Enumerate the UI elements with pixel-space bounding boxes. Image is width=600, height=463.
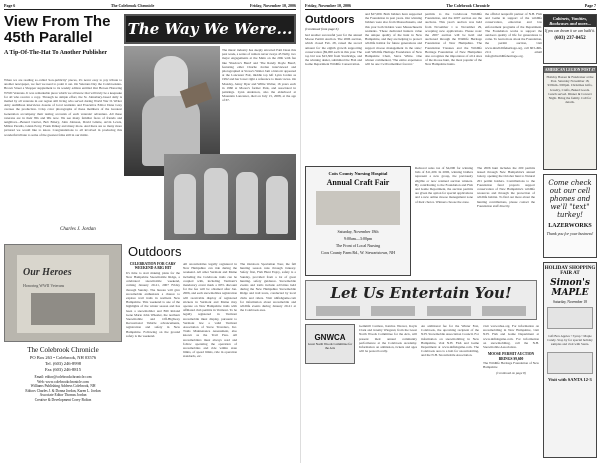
craft-fair-ad [305, 166, 411, 276]
craft-fair-org: Coös County Nursing Hospital [328, 171, 388, 176]
outdoors-column-1 [126, 262, 180, 458]
cabinets-ad-head: Cabinets, Vanities, Bookcases and more... [544, 15, 596, 27]
outdoors-column-1-head: CELEBRATION FOR CARS' WEEKEND A BIG HIT [129, 262, 177, 271]
column-body: When we are reading so-called 'non-publicity' pieces, it's never easy to pay tribute to another newspaper, we feel we need to point it out. On Veterans Day the Colebrookian-Brown Street a Shopper supplement to its weekly edition entitled Our Heroes Honoring WWII Veterans. It was remarkable piece which we all know that will truly be a keepsake for all who receive a copy. Through no simple effort, the St. Johnsbury-based daily is mailed by all veterans in our region still living who served during World War II. Writer Amy AubMuon interviews dozens of local residents and Executive Editor Dana Gray oversee the production. Crisp color photographs of these members of the Greatest Generation accompany their testing accounts of each veterans' adventure. All these veterans are in their 80s and 90s now. We see many familiar faces of friends and neighbors—Benard Currier, Bob Emery, John Johnson, David Gilette, Arvin Lewis, Milton Paradis, Glenn Perry, Frank Pelkey and many more. And there are so many more pictured we would like to know. Congratulations to all involved in producing this wonderful tribute to some of the greatest folks still in our midst. [4, 78, 122, 137]
right-column-5: Reduced sales tax of $4,000 for winning bids of $11,200. In 2006, winning bidders represent a new group, the previously eligible or now retained auction winners. By contributing to the Foundation and Fish and Game Department, the auction permits are given the option for special applications and a new online moose management zone of their choice. Winners choose the zone. [415, 166, 473, 204]
band-member [236, 172, 258, 234]
holiday-ad-head: HOLIDAY SHOPPING FAIR AT [544, 266, 596, 276]
craft-fair-time: 9:00am—3:00pm [343, 236, 373, 241]
entertain-banner [305, 280, 537, 320]
column-title-block [4, 14, 122, 57]
masthead-address [4, 346, 122, 403]
masthead-web: Web: www.colebrookchronicle.com [37, 379, 89, 384]
cabinets-ad-tagline: If you can dream it we can build it. [544, 29, 596, 33]
column-title: View From The 45th Parallel [4, 13, 111, 46]
masthead-tel: Tel. (603) 246-8998 [44, 361, 82, 366]
craft-fair-address: Coos County Farm Rd., W. Stewartstown, NH [320, 250, 395, 255]
craft-fair-image [316, 191, 400, 225]
continued-from-note: (Continued from page 6) [305, 27, 339, 31]
right-column-4: the official nonprofit partner of N.H. Fish and Game in support of the wildlife conservation, education and law enforcement programs of the Department. The Foundation works to support the outdoors quality of life for generations to come. To learn more about the Foundation, the permit auction, visit www.nhwildlifeheritage.org, call 603-496-2111 or email info@nhwildlifeheritage.org. [485, 12, 542, 59]
right-page-header [305, 3, 596, 10]
left-paper-name: The Colebrook Chronicle [110, 3, 155, 8]
right-column-2: and $27,000. Both bidders have supported the Foundation in past years. Our winning bidders were also from Massachusetts, and this year both bidders were Massachusetts residents. 'These dedicated hunters value the unique quality of the hunt in New Hampshire, and they are helping to protect wildlife habitat for future generations and support moose management in the state,' said Wildlife Heritage Foundation of New Hampshire Chair, Steve White. One winner commented, 'The entire experience will be one I will remember forever.' [365, 12, 422, 67]
performer-photo [427, 306, 471, 316]
legion-ad-text: Holiday Bazaar & Fundraiser at the Post. Saturday November 18, 9:00am–3:00pm. Christmas Gifts, Jewelry, Crafts, Baked Goods. Lunch served. Dinner & Concert Night. Bring the family. Call for details. [546, 75, 594, 105]
right-page-number: Page 7 [584, 3, 596, 8]
band-member [266, 176, 288, 234]
masthead-owners: Williams Publishing Address Colebrook, NH [30, 384, 96, 389]
masthead-email: Email: editor@colebrookchronicle.com [34, 375, 92, 379]
legion-ad-head: AMERICAN LEGION POST #7 [544, 68, 596, 72]
performer-photo [371, 306, 415, 316]
right-column-8: An additional fee for the Winter Fest, Colebrook, the upcoming recipient of the N.H. Snowmobile Association Council. For information on snowmobiling in New Hampshire, visit N.H. Fish and Game Department at www.nhfishgame.com. The Colebrook area is a hub for snowmobiling, and the N.H. Snowmobile Association. [421, 324, 479, 358]
masthead-name: The Colebrook Chronicle [27, 346, 99, 354]
column-signature: Charles J. Jordan [60, 227, 96, 232]
holiday-ad-santa: Visit with SANTA 12-3 [548, 376, 592, 382]
way-we-were-banner: The Way We Were... [124, 14, 296, 44]
lazerworks-ad [543, 174, 597, 258]
moose-auction-text: The Wildlife Heritage Foundation of New Hampshire [483, 361, 539, 370]
photo-caption: The music industry has deeply attracted Patti Dean this past week, a series of rumors never sways 45 Nelly, two major engagements at the Main on the 20th with fan like 'Shadow's Band' and 'The Randy Doyle Band', featuring elder Charlie Jordan interviewed and photographed at Stowe's Walter Jam a historic appeared at the Lancaster Fair, middle top left Lynn Jordan as 1992 and her lower right a reference to music news. On Monday, Jenny Dyer and Willie Walter, 16 years each in 1960 at Moore's former Park, and associated in paintings. Lynn Anderson, also the elderhood at Mountain Lancaster, died on July 15, 2008, at the age of 67. [222, 48, 296, 103]
lazerworks-ad-head: Come check out our cell phones and we'll "text" turkey! [548, 179, 592, 219]
book-subtitle: Honoring WWII Veterans [23, 283, 65, 288]
holiday-shopping-ad [543, 262, 597, 458]
holiday-ad-date: Saturday, November 18 [553, 300, 587, 304]
gnwca-tagline: Great North Woods Committee for the Arts [307, 342, 353, 350]
right-column-1: had another successful year for the annual Moose Permit Auction. The 2006 auction, which closed Feb. 28, raised the record amount for the eighth growth supporting conservation ($9,000 each in this year. The top bid was $23,300 from Sturbridge, and the winning dealer, submitted the Fish and Game Department Wildlife Conservation. [305, 33, 362, 67]
outdoors-column-2: All snowmobiles legally registered in New Hampshire can ride during the weekend. All other Vermont and Maine including the Colebrook trails can be coupled with, including Vermont's mandatory event mark a 60% discount for the fee will be obtained after Jan. 2006, and each snowmobiles registration will receivable display of registered stickers in Vermont and Maine may operate on New Hampshire trails with affiliated club permits in Vermont. To be legally registered in Vermont snowmobile must display, pursuant to Vermont law a valid Vermont Association of Snow Travelers, Inc. Trails Maintenance Assessment, also known as the Trail Pass. All snowmobilers must always read and follow operating the operation of snowmobiles and ride within state limits, of speed limits, ride in operation standards, etc. [183, 262, 237, 359]
left-page-number: Page 6 [4, 3, 16, 8]
craft-fair-where: The Front of Local Nursing [335, 243, 381, 248]
gnwca-logo [305, 324, 355, 364]
masthead-ads: Creative & Development Corey Bolton [34, 397, 92, 402]
right-column-3: permits to the Colebrook Wildlife Foundation, and the 2007 auction are the auctions. This year's auction was held from November 1 to November 29, accepting new applications. Please note: the 2007 auction will be held and auctioned through the Wildlife Heritage Foundation of New Hampshire. The Foundation Trustees and the Wildlife Heritage Foundation of New Hampshire also recognize the importance of all 4 sites of the moose hunt, the most popular of the New Hampshire hunts. [425, 12, 482, 67]
right-column-7: Gemmill Carmon, Katrina Weaver, Kayla Clark and Jeremy Wiegand, from the Great North Woods Committee for the Arts, will present their annual community performance at the Colebrook Academy. Information on admission, tickets and ages will be posted locally. [359, 324, 417, 354]
right-column-9 [483, 324, 539, 458]
lazerworks-logo: LAZERWORKS [548, 223, 592, 229]
band-member [204, 168, 228, 234]
outdoors-column-1-text: It's time to start making plans for the New Hampshire Snowmobile Ridge, a celebrated snowmobile weekend, coming January 20-21, 2007 Friday through Sunday. The bureau will give snowmobile enthusiasts a chance to explore trail trails in northern New Hampshire. This weekend is one of the highlights of the winter season and has been a snowmobiler and Bill Roland Gene Marie John Wheeler, the northern Snowmobile and Off-Highway Recreational Vehicle advancements, registration and safety in New Hampshire. Following on the ground safety is the weekend. [126, 270, 180, 338]
performer-photo [482, 306, 526, 316]
masthead-fax: Fax (603) 246-8815 [45, 367, 81, 372]
legion-ad [543, 66, 597, 170]
performer-photo [316, 306, 360, 316]
book-cover-photo [31, 293, 95, 325]
lazerworks-thanks: Thank you for your business! [546, 231, 594, 236]
cabinets-ad [543, 14, 597, 64]
continued-on-note: (Continued on page 8) [496, 371, 526, 376]
band-photo [164, 154, 296, 240]
left-page-date: Friday, November 10, 2006 [249, 3, 296, 8]
moose-auction-head: MOOSE PERMIT AUCTION BRINGS $9,600 [487, 352, 535, 361]
holiday-ad-photo [547, 307, 593, 329]
outdoors-column-3: The Outdoors Sportsman Tour, the fall hunting season runs through January. Safety first, Fish Hunt Enjoy, safety is a Sunday, provided from a lot of great hunting. safety guidance. Snowmobile events and trails include activities held during the New Hampshire Snowmobile Ridge and trail tours, conducted by local clubs and riders. Visit nhfishgame.com for information about snowmobile and wildlife events during January 20-21 at the Colebrook area. [240, 262, 296, 313]
right-page-date: Friday, November 10, 2006 [305, 3, 352, 8]
right-column-9-text: visit www.nhsa.org. For information on snowmobiling in New Hampshire, visit N.H. Fish and Game Department at www.nhfishgame.com. For information on snowmobiling, call the N.H. Snowmobile Association. [483, 324, 539, 350]
right-page [300, 0, 600, 463]
entertain-title: Let Us Entertain You! [330, 284, 512, 302]
our-heroes-book-cover [4, 244, 122, 342]
masthead-editors: Editors Charles J. & Donna Jordan, Karen L. Jordan [25, 388, 101, 393]
masthead-associate: Associate Editor Thomas Jordan [39, 393, 87, 398]
outdoors-heading-right: Outdoors [305, 14, 355, 26]
left-page-header [4, 3, 296, 10]
right-column-6: The 2006 hunt includes the 200 permits issued through New Hampshire's annual lottery, opening the October hunt to Natural 201 permit holders. Contributions to the Foundation fund projects support conservation of New Hampshire's wildlife resources and through the protection of wildlife habitat. To find out more about the hunting contributions, please contact the Foundation staff directly. [477, 166, 535, 208]
right-paper-name: The Colebrook Chronicle [446, 3, 490, 8]
craft-fair-title: Annual Craft Fair [326, 178, 390, 187]
gnwca-logo-text: GNWCA [314, 333, 346, 342]
column-subtitle: A Tip-Of-The-Hat To Another Publisher [4, 50, 108, 56]
outdoors-heading-left: Outdoors [128, 244, 182, 259]
masthead-street: PO Box 263 • Colebrook, NH 03576 [29, 355, 97, 360]
holiday-ad-text: Gift Box Apples • Syrup • Maple Candy. Stop by for special holiday samples and visit with Santa. [547, 334, 593, 347]
craft-fair-date: Saturday, November 18th [337, 229, 379, 234]
band-member [174, 174, 196, 234]
holiday-ad-photo [547, 352, 593, 374]
cabinets-ad-phone: (603) 237-8452 [554, 36, 586, 41]
entertain-photo-strip [316, 306, 526, 316]
book-title: Our Heroes [23, 267, 72, 278]
holiday-ad-name: Simon's MAPLE [550, 278, 590, 298]
